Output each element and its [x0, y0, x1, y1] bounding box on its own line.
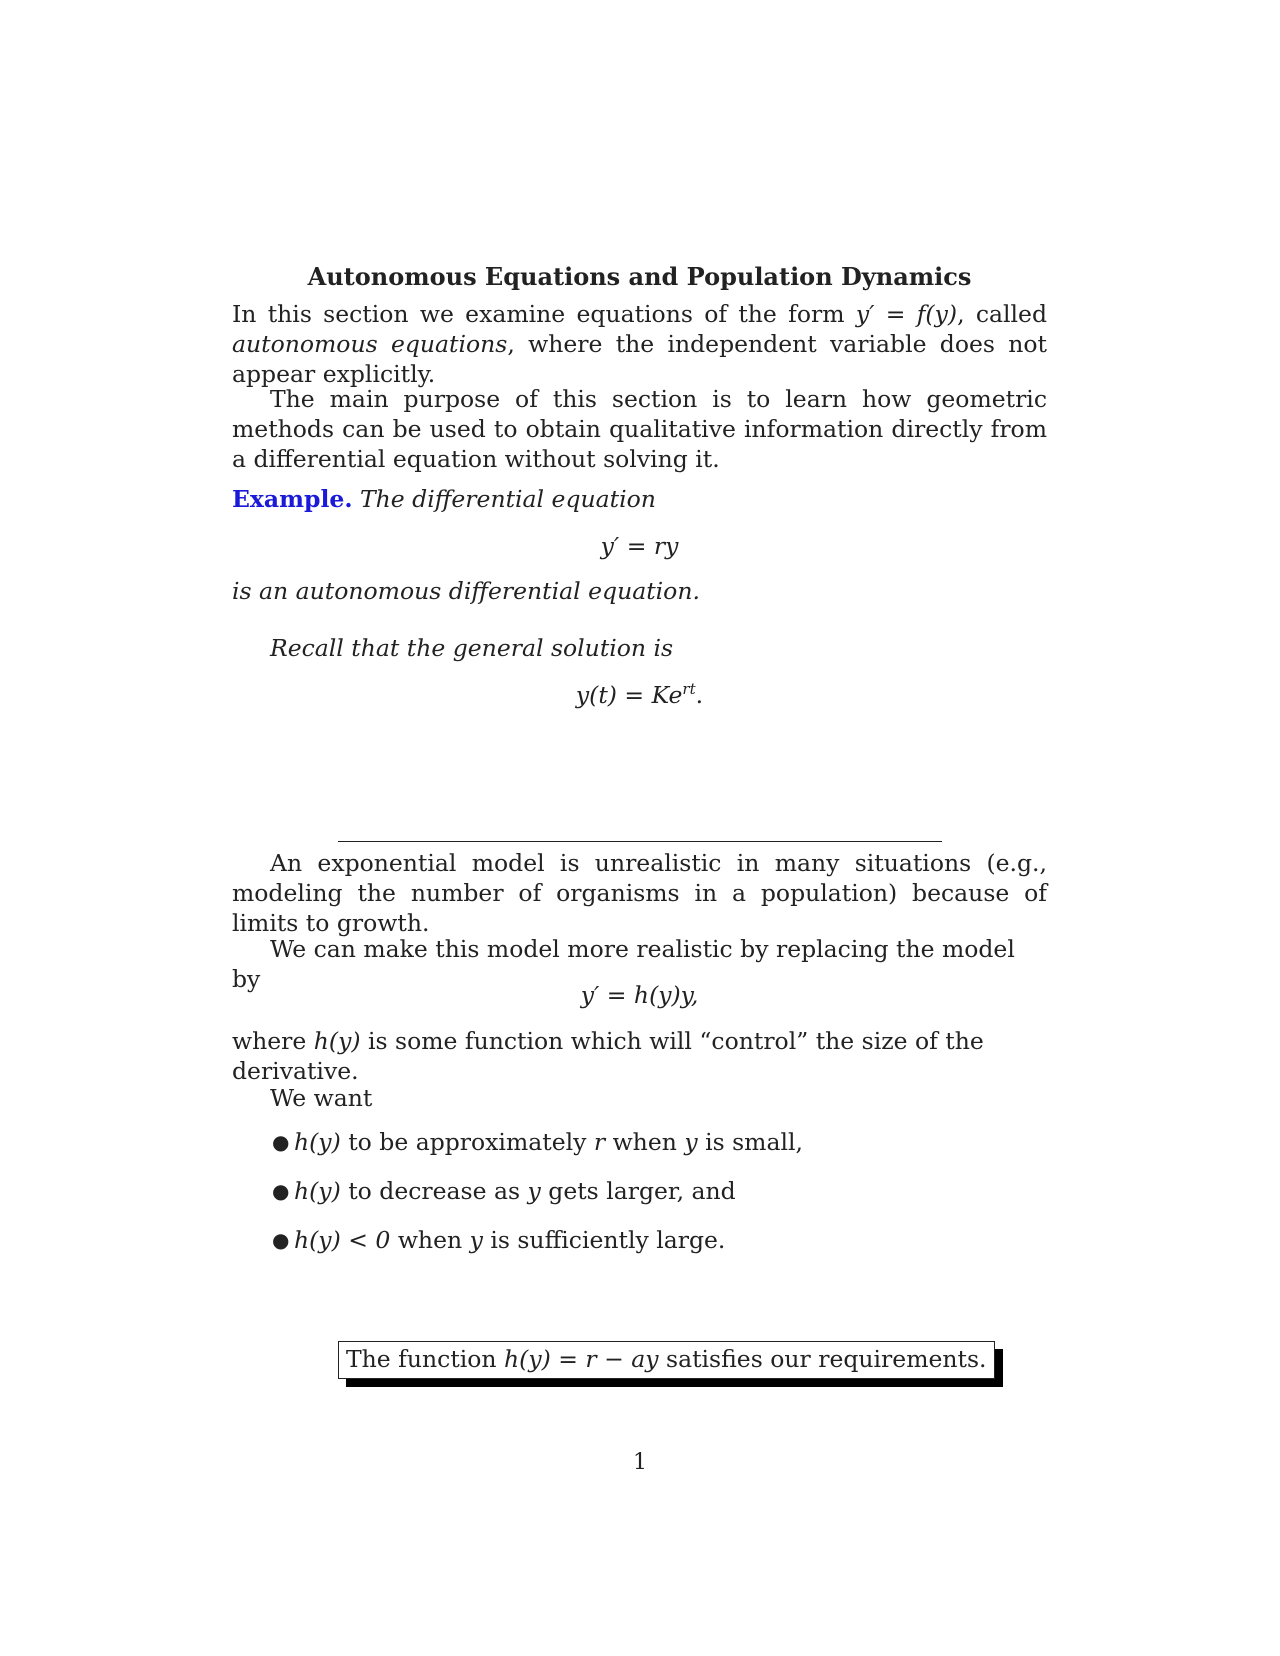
- list-item: ● h(y) to decrease as y gets larger, and: [272, 1177, 736, 1205]
- requirements-list: [270, 1127, 1030, 1274]
- horizontal-rule: [338, 841, 942, 842]
- example-lead: [232, 484, 1047, 514]
- intro-text-c: , where the independent variable does not appear explicitly.: [232, 330, 1047, 388]
- general-solution: [232, 680, 1047, 710]
- bullet-icon: ●: [272, 1179, 290, 1203]
- where-text-a: where: [232, 1027, 314, 1055]
- purpose-paragraph: The main purpose of this section is to learn how geometric methods can be used to obtain qualitative information directly from a differential equation without solving it.: [232, 385, 1047, 473]
- example-equation: y′ = ry: [600, 532, 679, 560]
- intro-paragraph: [232, 299, 1047, 389]
- solution-end: .: [695, 681, 704, 709]
- boxed-statement: The function h(y) = r − ay satisfies our requirements.: [338, 1341, 995, 1379]
- limits-paragraph: An exponential model is unrealistic in many situations (e.g., modeling the number of organisms in a population) because of limits to growth.: [232, 849, 1047, 937]
- list-item: ● h(y) < 0 when y is sufficiently large.: [272, 1226, 726, 1254]
- intro-text-a: In this section we examine equations of the form: [232, 300, 856, 328]
- where-sentence: [232, 1026, 1047, 1086]
- where-math: h(y): [313, 1027, 361, 1055]
- page-title: Autonomous Equations and Population Dynamics: [307, 262, 972, 291]
- page-number: 1: [633, 1450, 647, 1475]
- realistic-lead: We can make this model more realistic by replacing the model by: [232, 935, 1015, 993]
- example-after: is an autonomous differential equation.: [232, 577, 700, 605]
- list-item: ● h(y) to be approximately r when y is small,: [272, 1128, 803, 1156]
- intro-text-b: , called: [957, 300, 1047, 328]
- realistic-equation: y′ = h(y)y,: [580, 981, 699, 1009]
- intro-emphasis: autonomous equations: [232, 330, 508, 358]
- example-label: Example.: [232, 485, 353, 513]
- example-lead-text: The differential equation: [360, 485, 656, 513]
- boxed-math: h(y) = r − ay: [504, 1345, 659, 1373]
- solution-base: y(t) = Ke: [575, 681, 683, 709]
- want-lead: We want: [270, 1084, 373, 1112]
- where-text-b: is some function which will “control” the size of the derivative.: [232, 1027, 984, 1085]
- solution-exponent: rt: [682, 680, 696, 698]
- bullet-icon: ●: [272, 1228, 290, 1252]
- bullet-icon: ●: [272, 1130, 290, 1154]
- example-recall: Recall that the general solution is: [270, 634, 674, 662]
- intro-equation: y′ = f(y): [855, 300, 958, 328]
